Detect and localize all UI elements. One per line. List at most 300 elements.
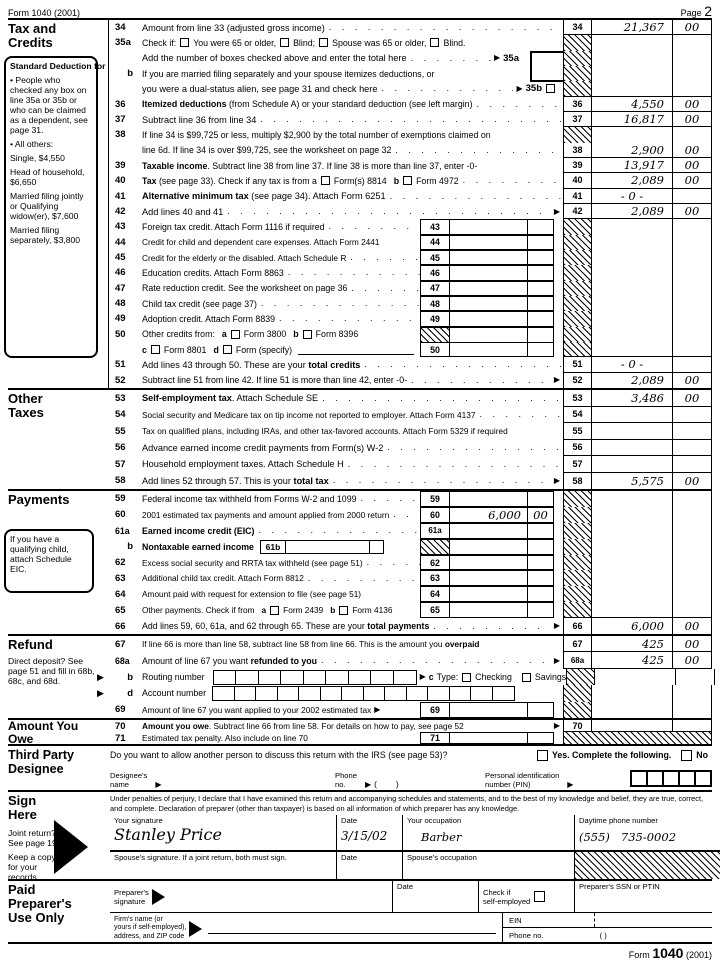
line-number: 42 — [115, 206, 126, 218]
line-64-amount[interactable] — [450, 586, 528, 602]
checkbox-you-65-older[interactable] — [180, 38, 189, 47]
line-number: 51 — [115, 359, 126, 371]
checkbox-form-8396[interactable] — [303, 330, 312, 339]
line-number: 70 — [115, 720, 126, 732]
account-digit-box[interactable] — [298, 686, 321, 701]
checkbox-self-employed[interactable] — [534, 891, 545, 902]
line-number: 36 — [115, 98, 126, 110]
dot-leader — [429, 621, 550, 632]
line-46-amount[interactable] — [450, 265, 528, 280]
account-digit-box[interactable] — [212, 686, 235, 701]
phone-value: (555) 735-0002 — [579, 830, 677, 844]
hatched-cell — [563, 555, 592, 571]
line-number: 55 — [115, 425, 126, 437]
line-number: d — [127, 687, 133, 699]
line-number: 65 — [115, 604, 126, 616]
form-line-35a-1: 35a Check if: You were 65 or older, Blind; Spouse was 65 or older, Blind. — [110, 35, 712, 50]
section-title-other-taxes: Other Taxes — [8, 391, 44, 420]
line-label: Check if: — [142, 37, 177, 48]
line-label: If you are married filing separately and your spouse itemizes deductions, or — [142, 68, 435, 79]
std-deduction-title: Standard Deduction for — [10, 61, 106, 71]
line-37-amount[interactable]: 16,817 — [592, 112, 672, 127]
line-number: 59 — [115, 493, 126, 505]
form-line-45: 45 Credit for the elderly or the disabled. Attach Schedule R . . . 45 — [110, 250, 712, 265]
line-42-amount[interactable]: 2,089 — [592, 204, 672, 219]
account-digit-box[interactable] — [406, 686, 429, 701]
section-payments — [8, 489, 712, 634]
third-party-question-row: Do you want to allow another person to discuss this return with the IRS (see page 53)? Yes. Complete the following. No — [110, 750, 708, 760]
dot-leader — [256, 114, 563, 125]
form-line-48: 48 Child tax credit (see page 37) . . . 48 — [110, 296, 712, 311]
line-68a-amount[interactable]: 425 — [592, 652, 672, 668]
hatched-cell — [563, 327, 592, 342]
ein-phone-cell — [502, 913, 712, 944]
line-62-amount[interactable] — [450, 555, 528, 571]
dot-leader — [459, 175, 563, 186]
signature-date: 3/15/02 — [341, 829, 388, 843]
line-45-amount[interactable] — [450, 250, 528, 265]
form-line-34 — [110, 20, 712, 35]
std-note-mfj: Married filing jointly or Qualifying widow(er), $7,600 — [10, 191, 84, 221]
form-line-60: 60 2001 estimated tax payments and amount applied from 2000 return . . . 60 6,000 00 — [110, 507, 712, 523]
line-49-amount[interactable] — [450, 311, 528, 326]
hatched-cell — [574, 850, 720, 879]
line-number: 45 — [115, 252, 126, 264]
line-number: 56 — [115, 442, 126, 454]
line-39-cents[interactable]: 00 — [672, 158, 712, 173]
line-58-cents[interactable]: 00 — [672, 473, 712, 490]
routing-digit-box[interactable] — [258, 670, 282, 685]
checkbox-spouse-blind[interactable] — [430, 38, 439, 47]
routing-digit-box[interactable] — [348, 670, 372, 685]
line-59-amount[interactable] — [450, 491, 528, 507]
line-39-amount[interactable]: 13,917 — [592, 158, 672, 173]
designee-name-field[interactable]: Designee's name ▶ — [110, 764, 335, 792]
dot-leader — [257, 298, 420, 309]
dot-leader — [304, 573, 420, 584]
line-label: Add the number of boxes checked above and enter the total here — [142, 53, 407, 64]
arrowhead-icon — [551, 622, 563, 630]
daytime-phone-cell[interactable]: Daytime phone number (555) 735-0002 — [574, 815, 720, 850]
line-36-cents[interactable]: 00 — [672, 97, 712, 112]
arrowhead-icon — [551, 376, 563, 384]
form-line-61b: b Nontaxable earned income 61b — [110, 539, 712, 555]
std-note-all-others: • All others: — [10, 139, 54, 149]
line-35a-tag: 35a — [503, 52, 519, 64]
line-number: b — [127, 671, 133, 683]
section-sign-here — [8, 790, 712, 882]
arrowhead-icon — [371, 706, 383, 714]
form-line-46: 46 Education credits. Attach Form 8863 . . . 46 — [110, 265, 712, 280]
hatched-cell — [563, 602, 592, 618]
line-67-amount[interactable]: 425 — [592, 636, 672, 652]
line-number: 52 — [115, 374, 126, 386]
hatched-cell — [563, 296, 592, 311]
form-line-38-1: 38 If line 34 is $99,725 or less, multiply $2,900 by the total number of exemptions claimed on — [110, 127, 712, 142]
section-refund — [8, 634, 712, 718]
form-line-68a: 68a Amount of line 67 you want refunded to you . . . ▶ 68a 425 00 — [110, 652, 712, 668]
line-40-amount[interactable]: 2,089 — [592, 173, 672, 188]
form-line-54: 54 Social security and Medicare tax on tip income not reported to employer. Attach Form 4137 . . . 54 — [110, 407, 712, 424]
form-line-63: 63 Additional child tax credit. Attach Form 8812 . . . 63 — [110, 570, 712, 586]
checkbox-35b[interactable] — [546, 84, 555, 93]
line-number: 54 — [115, 409, 126, 421]
line-number: 68a — [115, 655, 130, 666]
form-line-67: 67 If line 66 is more than line 58, subtract line 58 from line 66. This is the amount you overpaid 67 425 00 — [110, 636, 712, 652]
line-53-cents[interactable]: 00 — [672, 390, 712, 407]
preparer-ssn-cell[interactable]: Preparer's SSN or PTIN — [574, 881, 712, 912]
arrowhead-icon — [97, 672, 104, 683]
section-title-payments: Payments — [8, 492, 70, 507]
routing-digit-box[interactable] — [235, 670, 259, 685]
dot-leader — [347, 283, 420, 294]
hatched-cell — [563, 342, 592, 357]
line-number: 63 — [115, 572, 126, 584]
dot-leader — [325, 22, 563, 33]
line-number: 39 — [115, 160, 126, 172]
form-line-50-1: 50 Other credits from: a Form 3800 b Form 8396 — [110, 327, 712, 342]
form-line-35b-2 — [110, 81, 712, 96]
line-61b-amount[interactable] — [286, 540, 370, 554]
line-42-cents[interactable]: 00 — [672, 204, 712, 219]
line-56-amount[interactable] — [592, 440, 672, 457]
form-line-68d: ▶ d Account number — [110, 685, 712, 701]
line-40-cents[interactable]: 00 — [672, 173, 712, 188]
line-number: 69 — [115, 704, 126, 716]
dot-leader — [325, 221, 420, 232]
checkbox-spouse-65-older[interactable] — [319, 38, 328, 47]
form-line-37: 37 Subtract line 36 from line 34 . . . 37 16,817 00 — [110, 112, 712, 127]
line-number: b — [127, 68, 133, 80]
hatched-cell — [563, 35, 592, 50]
line-60-amount[interactable]: 6,000 — [450, 507, 528, 523]
account-digit-box[interactable] — [470, 686, 493, 701]
section-title-amount-owe: Amount You Owe — [8, 719, 79, 746]
hatched-cell — [563, 685, 592, 701]
form-line-64: 64 Amount paid with request for extension to file (see page 51) 64 — [110, 586, 712, 602]
dot-leader — [346, 252, 420, 263]
preparer-phone-row[interactable]: Phone no. ( ) — [509, 931, 607, 940]
line-69-amount[interactable] — [450, 702, 528, 718]
big-arrowhead-icon — [152, 889, 165, 905]
section-third-party — [8, 744, 712, 790]
line-61a-amount[interactable] — [450, 523, 528, 539]
line-34-amount[interactable]: 21,367 — [592, 20, 672, 35]
preparer-signature-cell[interactable]: Preparer's signature — [110, 881, 392, 912]
form-line-66: 66 Add lines 59, 60, 61a, and 62 through 65. These are your total payments . . . ▶ 66 6,000 00 — [110, 618, 712, 634]
routing-digit-box[interactable] — [213, 670, 237, 685]
line-number: 41 — [115, 190, 126, 202]
line-51-cents[interactable] — [672, 357, 712, 372]
hatched-cell — [420, 327, 450, 342]
line-52-cents[interactable]: 00 — [672, 373, 712, 388]
line-number: 49 — [115, 313, 126, 325]
line-number: 37 — [115, 114, 126, 126]
firm-name-blank-line[interactable] — [208, 924, 496, 934]
joint-return-note: Joint return? See page 19. — [8, 828, 60, 848]
dot-leader — [275, 313, 420, 324]
section-tax-and-credits — [8, 18, 712, 388]
arrowhead-icon — [417, 673, 429, 681]
line-number: 60 — [115, 509, 126, 521]
line-label: Amount from line 33 (adjusted gross income) — [142, 22, 325, 33]
line-34-cents[interactable]: 00 — [672, 20, 712, 35]
dot-leader — [284, 267, 420, 278]
line-71-amount[interactable] — [450, 732, 528, 744]
line-58-amount[interactable]: 5,575 — [631, 473, 664, 488]
pin-boxes — [630, 764, 712, 792]
line-55-amount[interactable] — [592, 423, 672, 440]
form-line-41: 41 Alternative minimum tax (see page 34). Attach Form 6251 . . . 41 - 0 - — [110, 189, 712, 204]
spouse-date-cell[interactable]: Date — [336, 850, 402, 879]
eic-note-box — [4, 529, 94, 593]
checkbox-form-4136[interactable] — [339, 606, 348, 615]
section-amount-you-owe — [8, 718, 712, 744]
perjury-statement: Under penalties of perjury, I declare that I have examined this return and accompanying schedules and statements, and to the best of my knowledge and belief, they are true, correct, and complete. Declaration of preparer (other than taxpayer) is based on all information of which preparer has any knowledge. — [110, 794, 704, 813]
routing-digit-box[interactable] — [325, 670, 349, 685]
form-line-56: 56 Advance earned income credit payments from Form(s) W-2 . . . 56 — [110, 440, 712, 457]
checkbox-third-party-no[interactable] — [681, 750, 692, 761]
form-line-55: 55 Tax on qualified plans, including IRAs, and other tax-favored accounts. Attach Form 5329 if required 55 — [110, 423, 712, 440]
specify-blank-line[interactable] — [298, 345, 414, 355]
line-36-amount[interactable]: 4,550 — [592, 97, 672, 112]
hatched-cell — [563, 265, 592, 280]
routing-digit-box[interactable] — [280, 670, 304, 685]
form-line-39: 39 Taxable income . Subtract line 38 from line 37. If line 38 is more than line 37, enter -0- 39 13,917 00 — [110, 158, 712, 173]
line-70-amount[interactable] — [592, 720, 672, 732]
form-line-44: 44 Credit for child and dependent care expenses. Attach Form 2441 44 — [110, 235, 712, 250]
form-line-58: 58 Add lines 52 through 57. This is your total tax . . . ▶ 58 5,575 00 — [110, 473, 712, 490]
preparer-table — [110, 881, 712, 942]
line-number: 35a — [115, 37, 131, 49]
std-note-hoh: Head of household, $6,650 — [10, 167, 85, 187]
checkbox-savings[interactable] — [522, 673, 531, 682]
section-title-preparer: Paid Preparer's Use Only — [8, 882, 72, 925]
line-63-amount[interactable] — [450, 570, 528, 586]
line-65-amount[interactable] — [450, 602, 528, 618]
line-number: 50 — [115, 328, 126, 340]
line-number: 64 — [115, 588, 126, 600]
form-line-42: 42 Add lines 40 and 41 . . . ▶ 42 2,089 00 — [110, 204, 712, 219]
line-number: b — [127, 541, 133, 553]
form-line-43: 43 Foreign tax credit. Attach Form 1116 if required . . . 43 — [110, 219, 712, 234]
line-47-amount[interactable] — [450, 281, 528, 296]
arrowhead-icon — [551, 657, 563, 665]
dot-leader — [329, 475, 551, 486]
line-51-amount[interactable]: - 0 - — [592, 357, 672, 372]
form-line-47: 47 Rate reduction credit. See the worksheet on page 36 . . . 47 — [110, 281, 712, 296]
hatched-cell — [563, 491, 592, 507]
hatched-cell — [563, 281, 592, 296]
checkbox-you-blind[interactable] — [280, 38, 289, 47]
line-67-cents[interactable]: 00 — [672, 636, 712, 652]
eic-note: If you have a qualifying child, attach Schedule EIC. — [10, 534, 72, 574]
line-number: 34 — [115, 22, 126, 34]
form-line-68b: ▶ b Routing number ▶ c Type: Checking Savings — [110, 669, 712, 685]
checkbox-form-4972[interactable] — [403, 176, 412, 185]
dot-leader — [356, 493, 420, 504]
section-other-taxes — [8, 388, 712, 489]
hatched-cell — [420, 539, 450, 555]
form-line-53: 53 Self-employment tax . Attach Schedule SE . . . 53 3,486 00 — [110, 390, 712, 407]
your-signature-cell[interactable]: Your signature Stanley Price — [110, 815, 336, 850]
form-line-65: 65 Other payments. Check if from a Form 2439 b Form 4136 65 — [110, 602, 712, 618]
hatched-cell — [563, 81, 592, 96]
spouse-occupation-cell[interactable]: Spouse's occupation — [402, 850, 574, 879]
line-38-amount[interactable]: 2,900 — [592, 143, 672, 158]
line-53-amount[interactable]: 3,486 — [592, 390, 672, 407]
line-number: 67 — [115, 638, 126, 650]
third-party-fields-row — [8, 764, 712, 792]
arrowhead-icon — [357, 781, 374, 789]
designee-pin-label: Personal identification number (PIN) ▶ — [485, 764, 630, 792]
section-title-sign-here: Sign Here — [8, 793, 37, 822]
line-number: 43 — [115, 221, 126, 233]
form-line-69: 69 Amount of line 67 you want applied to your 2002 estimated tax ▶ 69 — [110, 702, 712, 718]
hatched-cell — [563, 235, 592, 250]
account-digit-box[interactable] — [255, 686, 278, 701]
line-60-cents[interactable]: 00 — [528, 507, 554, 523]
your-occupation-cell[interactable]: Your occupation Barber — [402, 815, 574, 850]
dot-leader — [407, 375, 551, 386]
signature-date-cell[interactable]: Date 3/15/02 — [336, 815, 402, 850]
dot-leader — [223, 206, 551, 217]
account-digit-box[interactable] — [277, 686, 300, 701]
form-line-49: 49 Adoption credit. Attach Form 8839 . . . 49 — [110, 311, 712, 326]
line-41-cents[interactable] — [672, 189, 712, 204]
arrowhead-icon — [147, 781, 164, 789]
dot-leader — [254, 525, 420, 536]
checkbox-form-2439[interactable] — [270, 606, 279, 615]
hatched-cell — [563, 127, 592, 142]
line-number: 44 — [115, 236, 126, 248]
arrowhead-icon — [491, 54, 503, 62]
dot-leader — [360, 359, 563, 370]
routing-digit-box[interactable] — [393, 670, 417, 685]
arrowhead-icon — [551, 477, 563, 485]
line-57-amount[interactable] — [592, 456, 672, 473]
line-number: 66 — [115, 620, 126, 632]
std-note-dependents: • People who checked any box on line 35a or 35b or who can be claimed as a dependent, see page 31. — [10, 75, 88, 135]
account-digit-box[interactable] — [363, 686, 386, 701]
self-employed-cell: Check if self-employed — [478, 881, 574, 912]
line-66-amount[interactable]: 6,000 — [631, 619, 664, 634]
line-44-amount[interactable] — [450, 235, 528, 250]
dot-leader — [391, 145, 563, 156]
hatched-cell — [563, 539, 592, 555]
line-48-amount[interactable] — [450, 296, 528, 311]
arrowhead-icon — [513, 85, 525, 93]
designee-phone-field[interactable]: Phone no. ▶ ( ) — [335, 764, 485, 792]
arrowhead-icon — [97, 688, 104, 699]
line-34-numbox: 34 — [563, 20, 592, 35]
direct-deposit-note: Direct deposit? See page 51 and fill in 68b, 68c, and 68d. — [8, 656, 95, 686]
form-line-70: 70 Amount you owe . Subtract line 66 from line 58. For details on how to pay, see page 52 ▶ 70 — [110, 720, 712, 732]
dot-leader — [383, 442, 563, 453]
arrowhead-icon — [559, 781, 576, 789]
line-35b-tag: 35b — [525, 83, 542, 95]
spouse-signature-cell[interactable]: Spouse's signature. If a joint return, both must sign. — [110, 850, 336, 879]
checkbox-third-party-yes[interactable] — [537, 750, 548, 761]
form-line-62: 62 Excess social security and RRTA tax withheld (see page 51) . . . 62 — [110, 555, 712, 571]
account-digit-box[interactable] — [427, 686, 450, 701]
dot-leader — [386, 191, 563, 202]
line-43-amount[interactable] — [450, 219, 528, 234]
hatched-cell — [563, 586, 592, 602]
hatched-strip — [563, 732, 712, 744]
sign-here-arrow-icon — [54, 820, 88, 874]
form-line-52: 52 Subtract line 51 from line 42. If line 51 is more than line 42, enter -0- . . . ▶ 52 2,089 00 — [110, 373, 712, 388]
preparer-date-cell[interactable]: Date — [392, 881, 478, 912]
account-digit-box[interactable] — [492, 686, 515, 701]
hatched-cell — [563, 250, 592, 265]
form-line-36: 36 Itemized deductions (from Schedule A) or your standard deduction (see left margin) . . . 36 4,550 00 — [110, 97, 712, 112]
dot-leader — [475, 409, 563, 420]
routing-digit-box[interactable] — [370, 670, 394, 685]
pin-digit-box[interactable] — [694, 770, 712, 787]
line-68a-cents[interactable]: 00 — [672, 652, 712, 668]
checkbox-checking[interactable] — [462, 673, 471, 682]
checkbox-form-3800[interactable] — [231, 330, 240, 339]
line-label: you were a dual-status alien, see page 31 and check here — [142, 83, 378, 94]
routing-digit-box[interactable] — [303, 670, 327, 685]
form-line-57: 57 Household employment taxes. Attach Schedule H . . . 57 — [110, 456, 712, 473]
ein-row[interactable]: EIN — [503, 913, 712, 928]
line-52-amount[interactable]: 2,089 — [631, 373, 664, 388]
line-41-amount[interactable]: - 0 - — [592, 189, 672, 204]
account-digit-box[interactable] — [384, 686, 407, 701]
occupation-value: Barber — [421, 830, 462, 844]
hatched-cell — [563, 702, 592, 718]
checkbox-form-specify[interactable] — [223, 345, 232, 354]
account-digit-box[interactable] — [449, 686, 472, 701]
section-title-refund: Refund — [8, 637, 53, 652]
sidebar-divider — [108, 20, 109, 388]
line-number: 38 — [115, 129, 126, 141]
form-line-71: 71 Estimated tax penalty. Also include on line 70 71 — [110, 732, 712, 744]
account-digit-box[interactable] — [234, 686, 257, 701]
third-party-question: Do you want to allow another person to discuss this return with the IRS (see page 53)? — [110, 750, 448, 760]
form-line-50-2: c Form 8801 d Form (specify) 50 — [110, 342, 712, 357]
line-number: 71 — [115, 732, 126, 744]
big-arrowhead-icon — [189, 921, 202, 937]
line-38-cents[interactable]: 00 — [672, 143, 712, 158]
checkbox-form-8801[interactable] — [151, 345, 160, 354]
hatched-cell — [563, 311, 592, 326]
page-footer: Form 1040 (2001) — [628, 945, 712, 961]
line-number: 62 — [115, 557, 126, 568]
dot-leader — [389, 509, 420, 520]
taxpayer-signature: Stanley Price — [114, 825, 222, 844]
arrowhead-icon — [551, 208, 563, 216]
line-61b-entry-box[interactable]: 61b — [260, 540, 384, 554]
line-number: 40 — [115, 175, 126, 187]
line-54-amount[interactable] — [592, 407, 672, 424]
line-50-amount[interactable] — [450, 342, 528, 357]
firm-name-cell[interactable]: Firm's name (or yours if self-employed), address, and ZIP code — [110, 913, 502, 944]
line-66-cents[interactable]: 00 — [672, 618, 712, 634]
line-37-cents[interactable]: 00 — [672, 112, 712, 127]
hatched-cell — [566, 669, 595, 685]
hatched-cell — [563, 507, 592, 523]
checkbox-form-8814[interactable] — [321, 176, 330, 185]
account-digit-box[interactable] — [341, 686, 364, 701]
line-35a-entry-box[interactable] — [530, 51, 563, 82]
std-note-single: Single, $4,550 — [10, 153, 65, 163]
account-digit-box[interactable] — [320, 686, 343, 701]
section-title-third-party: Third Party Designee — [8, 748, 74, 776]
dot-leader — [473, 99, 563, 110]
